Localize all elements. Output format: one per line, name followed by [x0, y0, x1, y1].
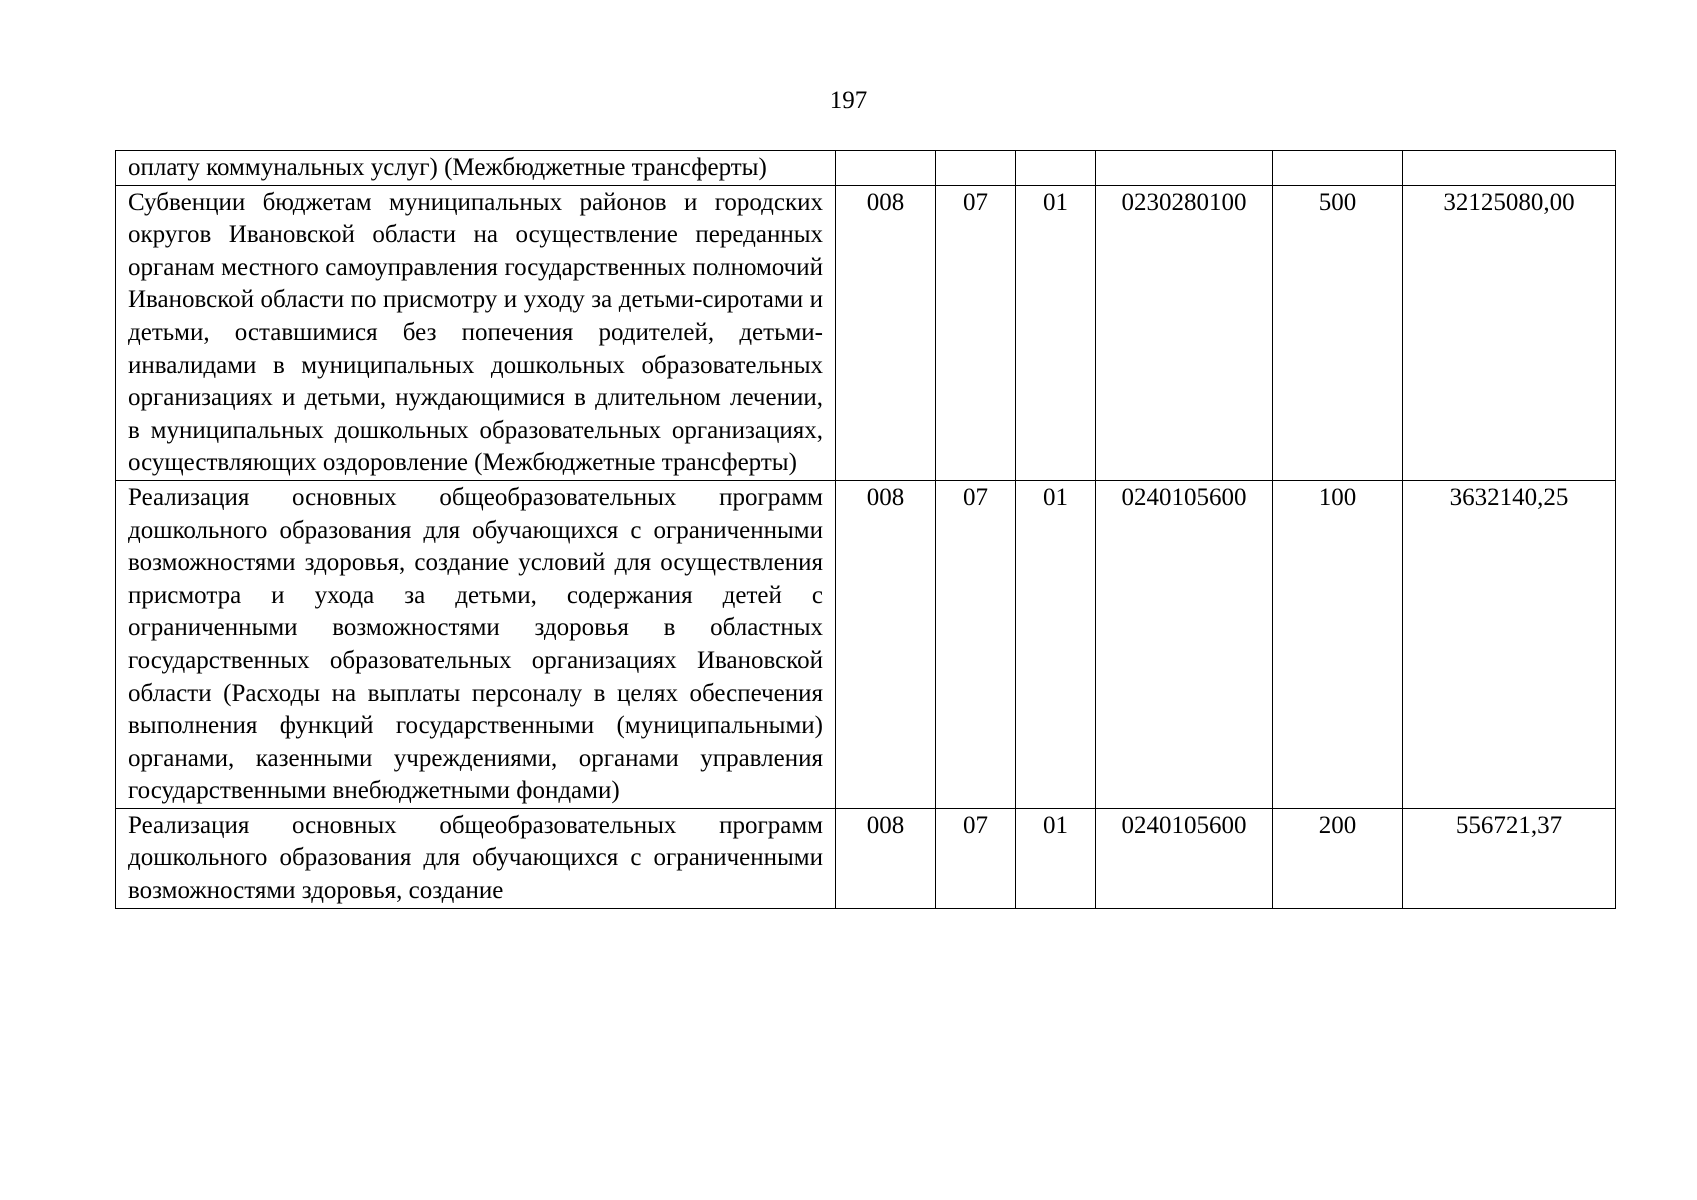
row-grbs-code	[836, 151, 936, 186]
row-description: Субвенции бюджетам муниципальных районов и городских округов Ивановской области на осуществление переданных органам местного самоуправления государственных полномочий Ивановской области по присмотру и уходу за детьми-сиротами и детьми, оставшимися без попечения родителей, детьми-инвалидами в муниципальных дошкольных образовательных организациях и детьми, нуждающимися в длительном лечении, в муниципальных дошкольных образовательных организациях, осуществляющих оздоровление (Межбюджетные трансферты)	[116, 185, 836, 480]
row-target-article: 0230280100	[1096, 185, 1273, 480]
budget-table	[115, 150, 1616, 909]
table-row	[116, 480, 1616, 808]
row-target-article: 0240105600	[1096, 480, 1273, 808]
row-grbs-code: 008	[836, 480, 936, 808]
row-description: Реализация основных общеобразовательных программ дошкольного образования для обучающихся с ограниченными возможностями здоровья, создание условий для осуществления присмотра и ухода за детьми, содержания детей с ограниченными возможностями здоровья в областных государственных образовательных организациях Ивановской области (Расходы на выплаты персоналу в целях обеспечения выполнения функций государственными (муниципальными) органами, казенными учреждениями, органами управления государственными внебюджетными фондами)	[116, 480, 836, 808]
row-subsection-code: 01	[1016, 185, 1096, 480]
page-number: 197	[829, 87, 868, 114]
row-grbs-code: 008	[836, 808, 936, 908]
row-expense-type: 200	[1273, 808, 1403, 908]
row-section-code	[936, 151, 1016, 186]
row-section-code: 07	[936, 480, 1016, 808]
row-grbs-code: 008	[836, 185, 936, 480]
row-subsection-code: 01	[1016, 480, 1096, 808]
row-subsection-code: 01	[1016, 808, 1096, 908]
table-row	[116, 808, 1616, 908]
row-amount: 32125080,00	[1403, 185, 1616, 480]
row-amount	[1403, 151, 1616, 186]
row-description: оплату коммунальных услуг) (Межбюджетные трансферты)	[116, 151, 836, 186]
row-target-article	[1096, 151, 1273, 186]
row-description: Реализация основных общеобразовательных программ дошкольного образования для обучающихся с ограниченными возможностями здоровья, создание	[116, 808, 836, 908]
row-amount: 3632140,25	[1403, 480, 1616, 808]
row-expense-type: 500	[1273, 185, 1403, 480]
row-section-code: 07	[936, 808, 1016, 908]
table-row	[116, 151, 1616, 186]
row-subsection-code	[1016, 151, 1096, 186]
row-target-article: 0240105600	[1096, 808, 1273, 908]
row-expense-type	[1273, 151, 1403, 186]
row-expense-type: 100	[1273, 480, 1403, 808]
row-section-code: 07	[936, 185, 1016, 480]
row-amount: 556721,37	[1403, 808, 1616, 908]
table-row	[116, 185, 1616, 480]
